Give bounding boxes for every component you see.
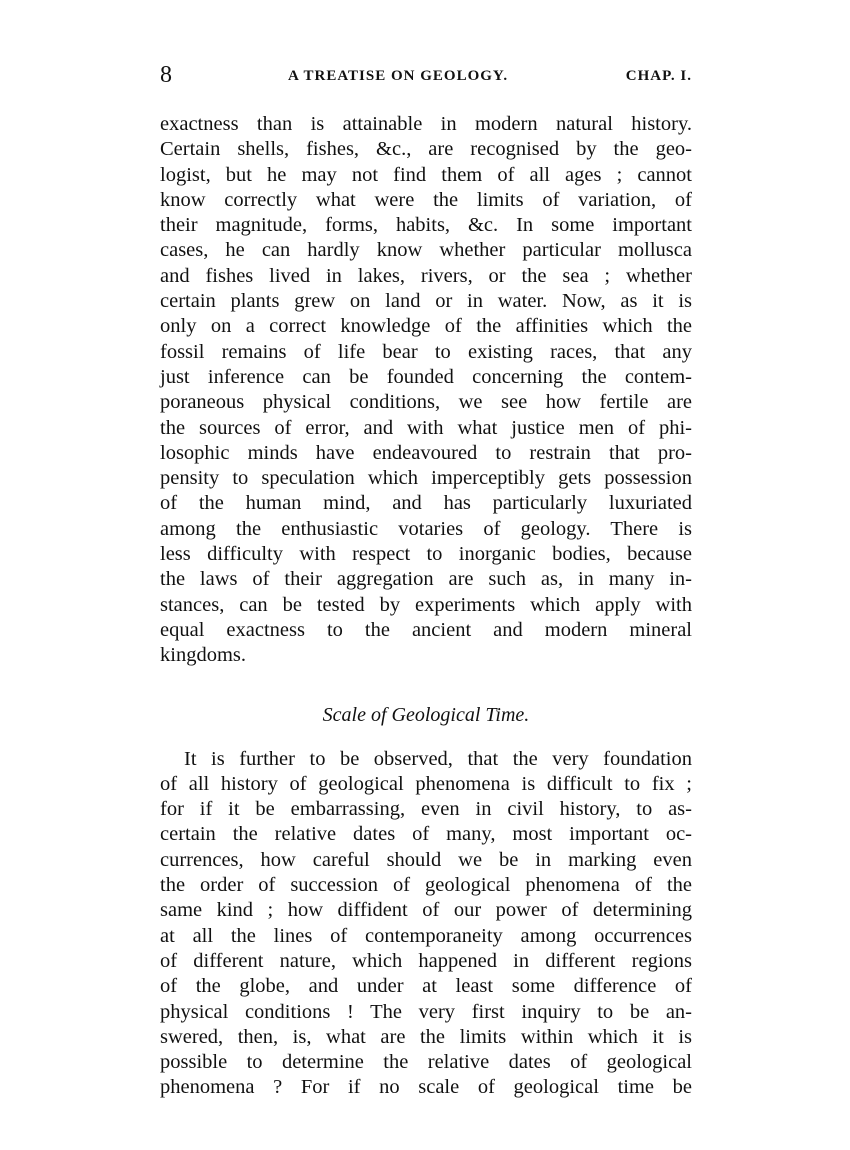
text-line: and fishes lived in lakes, rivers, or the sea ; whether <box>160 264 692 287</box>
text-line: stances, can be tested by experiments which apply with <box>160 593 692 616</box>
text-line: pensity to speculation which imperceptibly gets possession <box>160 467 692 490</box>
text-line: certain the relative dates of many, most important oc- <box>160 823 692 846</box>
text-line: equal exactness to the ancient and modern mineral <box>160 618 692 641</box>
text-line: only on a correct knowledge of the affinities which the <box>160 315 692 338</box>
book-page <box>160 62 692 1101</box>
text-line: logist, but he may not find them of all ages ; cannot <box>160 163 692 186</box>
text-line: just inference can be founded concerning the contem- <box>160 365 692 388</box>
text-line: cases, he can hardly know whether particular mollusca <box>160 239 692 262</box>
text-line: know correctly what were the limits of variation, of <box>160 188 692 211</box>
text-line: for if it be embarrassing, even in civil history, to as- <box>160 798 692 821</box>
section-heading: Scale of Geological Time. <box>322 703 530 726</box>
running-head <box>160 62 692 96</box>
text-line: fossil remains of life bear to existing races, that any <box>160 340 692 363</box>
text-line: currences, how careful should we be in marking even <box>160 848 692 871</box>
text-line: at all the lines of contemporaneity among occurrences <box>160 924 692 947</box>
chapter-reference: CHAP. I. <box>625 68 692 84</box>
text-line: the laws of their aggregation are such as, in many in- <box>160 568 692 591</box>
text-line: their magnitude, forms, habits, &c. In some important <box>160 214 692 237</box>
text-line: Certain shells, fishes, &c., are recognised by the geo- <box>160 138 692 161</box>
text-line: It is further to be observed, that the very foundation <box>184 747 692 770</box>
text-line: less difficulty with respect to inorganic bodies, because <box>160 543 692 566</box>
text-line: same kind ; how diffident of our power of determining <box>160 899 692 922</box>
text-line: exactness than is attainable in modern natural history. <box>160 113 692 135</box>
text-line: poraneous physical conditions, we see how fertile are <box>160 391 692 414</box>
text-line: the order of succession of geological phenomena of the <box>160 874 692 897</box>
paragraph-2 <box>160 747 692 1101</box>
text-line: of the human mind, and has particularly luxuriated <box>160 492 692 515</box>
text-line: physical conditions ! The very first inquiry to be an- <box>160 1000 692 1023</box>
text-line: kingdoms. <box>160 644 246 667</box>
text-line: of different nature, which happened in different regions <box>160 949 692 972</box>
text-line: possible to determine the relative dates of geological <box>160 1051 692 1074</box>
running-title: A TREATISE ON GEOLOGY. <box>288 68 509 84</box>
paragraph-1 <box>160 112 692 669</box>
page-number: 8 <box>160 62 172 88</box>
text-line: losophic minds have endeavoured to restrain that pro- <box>160 441 692 464</box>
text-line: swered, then, is, what are the limits within which it is <box>160 1025 692 1048</box>
text-line: of all history of geological phenomena is difficult to fix ; <box>160 772 692 795</box>
text-line: of the globe, and under at least some difference of <box>160 975 692 998</box>
text-line: phenomena ? For if no scale of geological time be <box>160 1076 692 1099</box>
text-line: certain plants grew on land or in water. Now, as it is <box>160 290 692 313</box>
text-line: among the enthusiastic votaries of geology. There is <box>160 517 692 540</box>
text-line: the sources of error, and with what justice men of phi- <box>160 416 692 439</box>
